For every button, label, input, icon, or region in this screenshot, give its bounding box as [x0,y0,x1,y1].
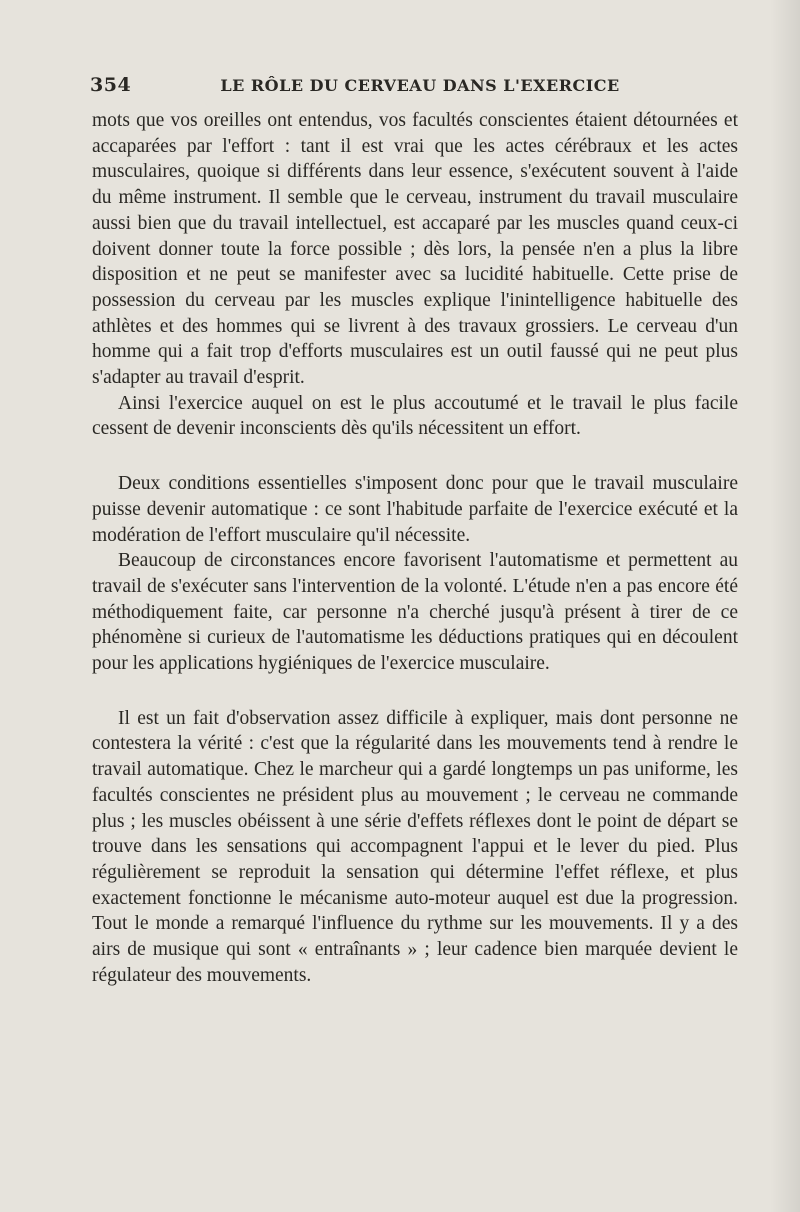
body-text [92,108,738,989]
running-head [90,74,730,98]
paragraph: Beaucoup de circonstances encore favorisent l'automatisme et permettent au travail de s'exécuter sans l'intervention de la volonté. L'étude n'en a pas encore été méthodiquement faite, car personne n'a cherché jusqu'à présent à tirer de ce phénomène si curieux de l'automatisme les déductions pratiques qui en découlent pour les applications hygiéniques de l'exercice musculaire. [92,550,738,675]
paragraph: Deux conditions essentielles s'imposent donc pour que le travail musculaire puisse devenir automatique : ce sont l'habitude parfaite de l'exercice exécuté et la modération de l'effort musculaire qu'il nécessite. [92,473,738,546]
running-title: LE RÔLE DU CERVEAU DANS L'EXERCICE [220,76,620,95]
paragraph: Il est un fait d'observation assez difficile à expliquer, mais dont personne ne contestera la vérité : c'est que la régularité dans les mouvements tend à rendre le travail automatique. Chez le marcheur qui a gardé longtemps un pas uniforme, les facultés conscientes ne président plus au mouvement ; le cerveau ne commande plus ; les muscles obéissent à une série d'effets réflexes dont le point de départ se trouve dans les sensations qui accompagnent l'appui et le lever du pied. Plus régulièrement se reproduit la sensation qui détermine l'effet réflexe, et plus exactement fonctionne le mécanisme auto-moteur auquel est due la progression. Tout le monde a remarqué l'influence du rythme sur les mouvements. Il y a des airs de musique qui sont « entraînants » ; leur cadence bien marquée devient le régulateur des mouvements. [92,707,738,986]
page-number: 354 [90,74,132,96]
paragraph: Ainsi l'exercice auquel on est le plus accoutumé et le travail le plus facile cessent de devenir inconscients dès qu'ils nécessitent un effort. [92,392,738,440]
paragraph-continued: mots que vos oreilles ont entendus, vos facultés conscientes étaient détournées et accaparées par l'effort : tant il est vrai que les actes cérébraux et les actes musculaires, quoique si différents dans leur essence, s'exécutent souvent à l'aide du même instrument. Il semble que le cerveau, instrument du travail musculaire aussi bien que du travail intellectuel, est accaparé par les muscles quand ceux-ci doivent donner toute la force possible ; dès lors, la pensée n'en a plus la libre disposition et ne peut se manifester avec sa lucidité habituelle. Cette prise de possession du cerveau par les muscles explique l'inintelligence habituelle des athlètes et des hommes qui se livrent à des travaux grossiers. Le cerveau d'un homme qui a fait trop d'efforts musculaires est un outil faussé qui ne peut plus s'adapter au travail d'esprit. [92,110,738,389]
